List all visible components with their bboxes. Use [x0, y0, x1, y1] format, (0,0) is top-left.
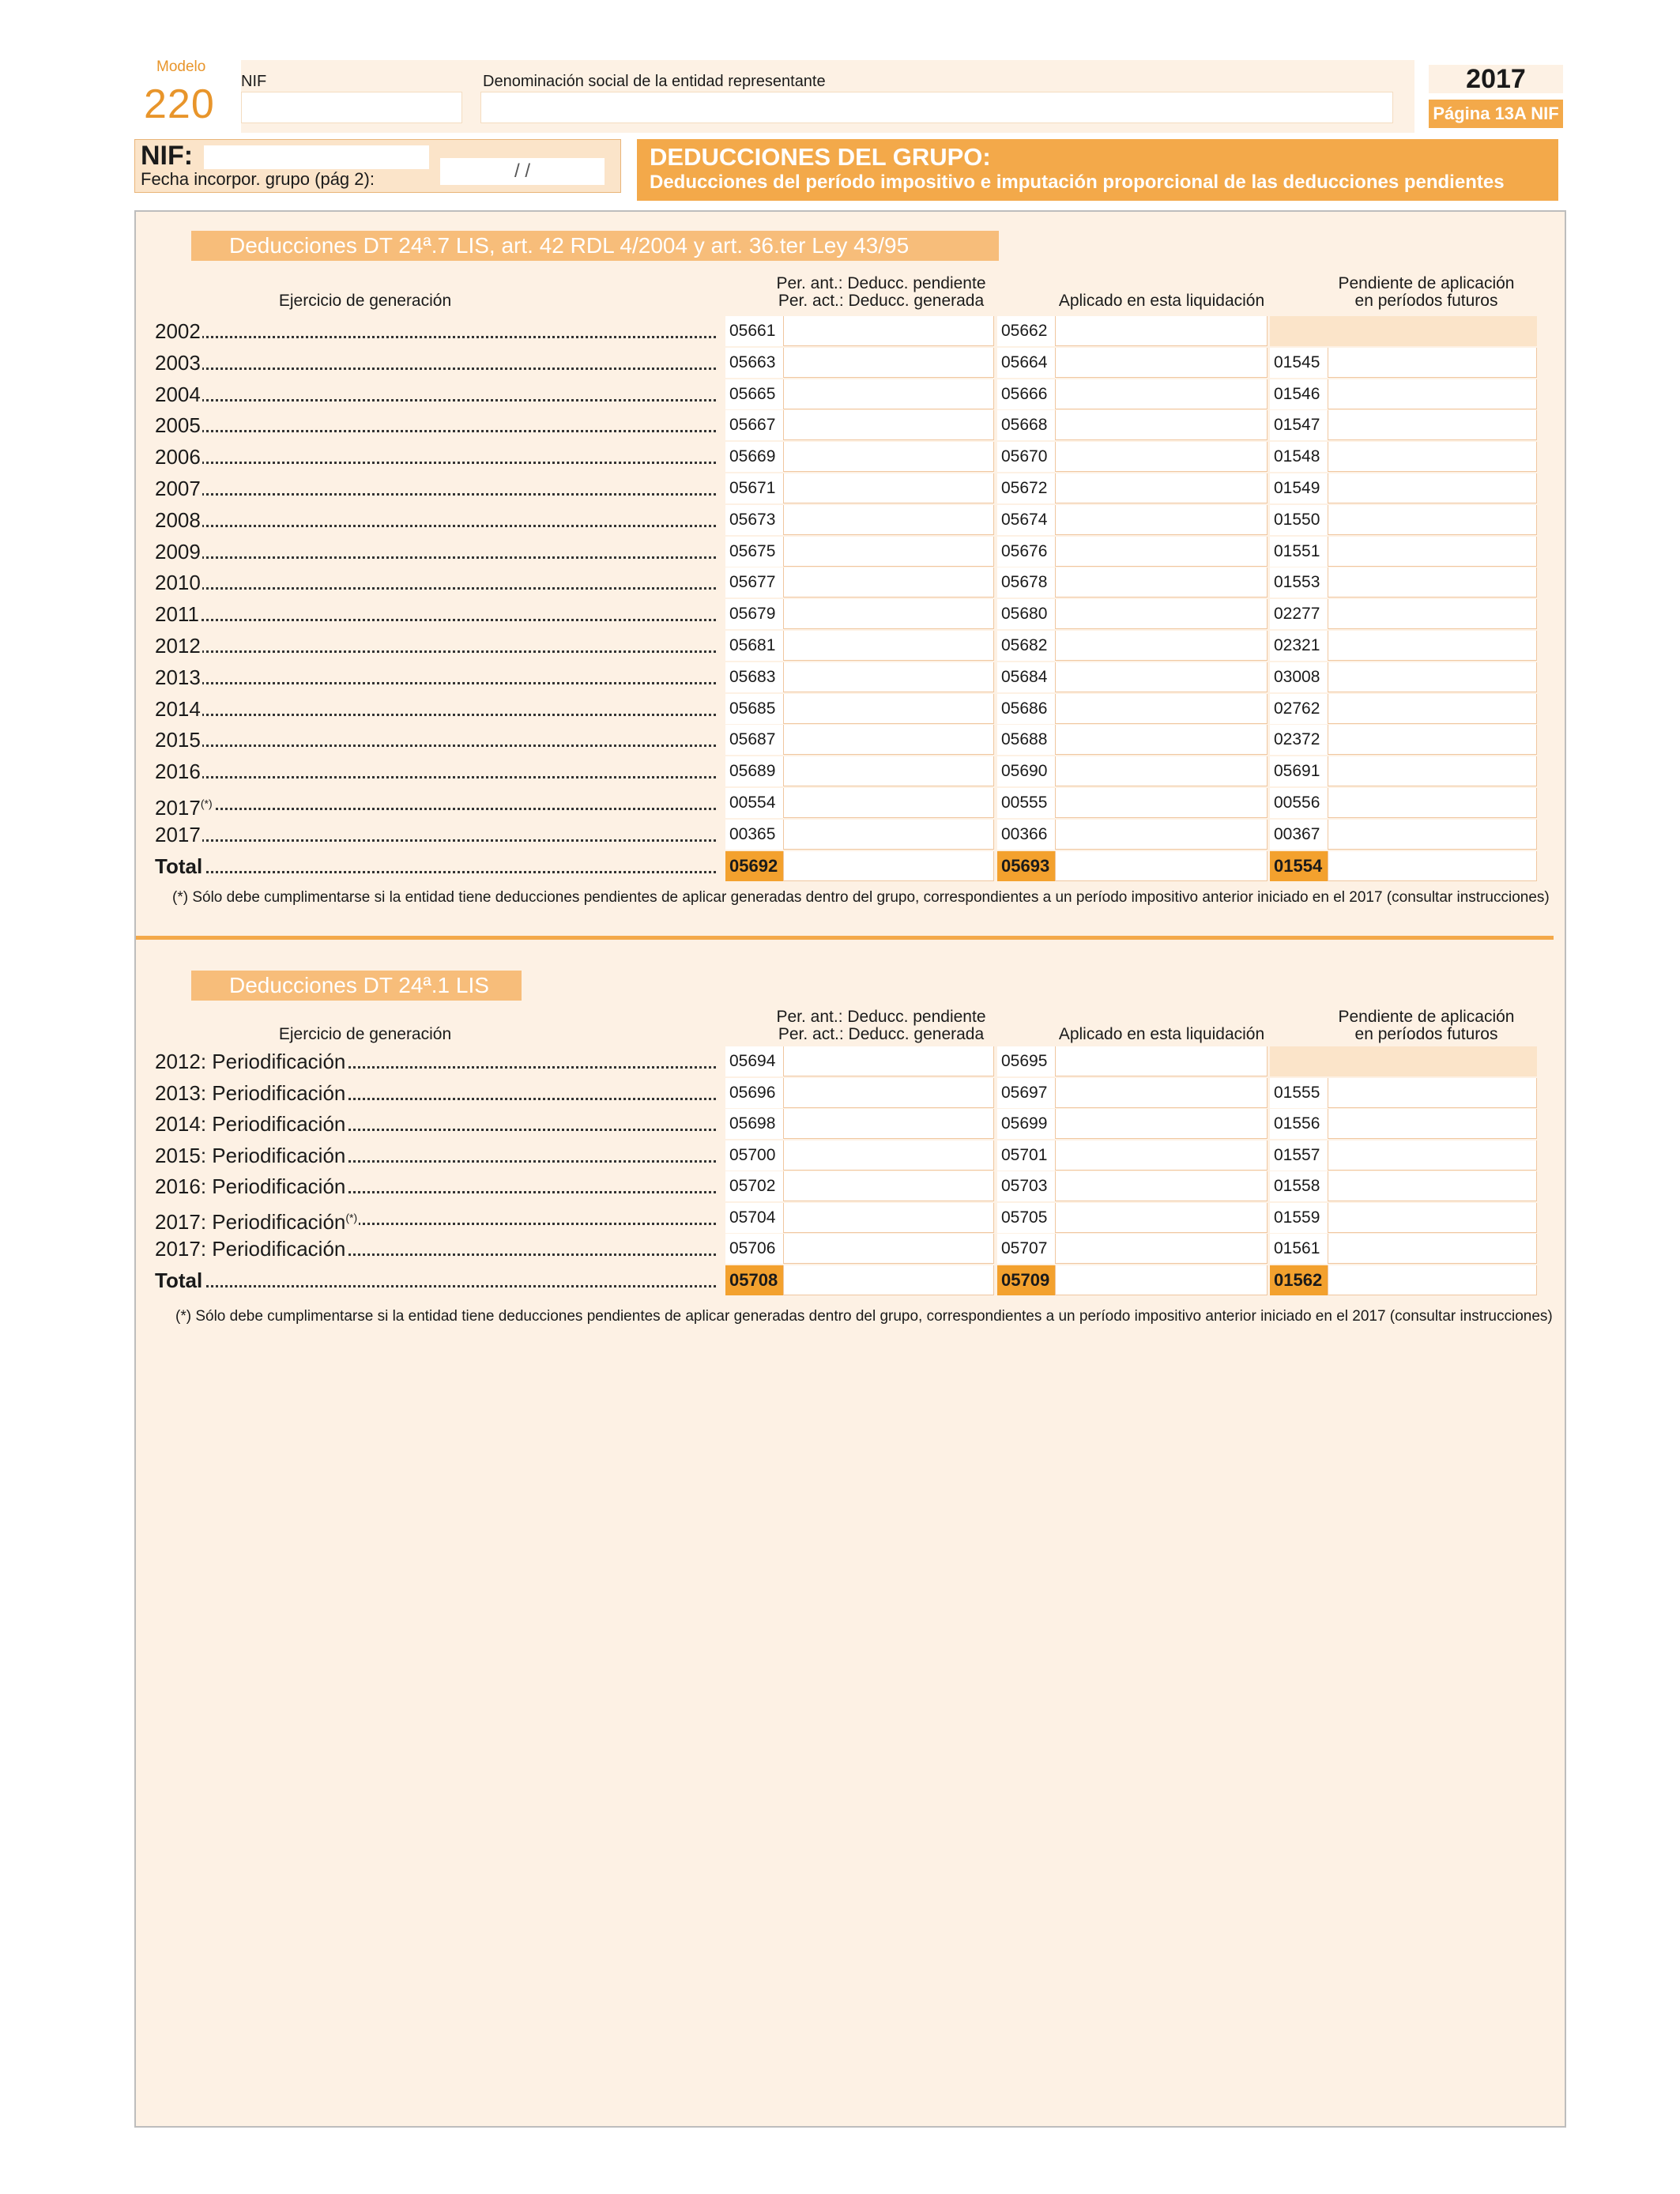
- col-per-line1: Per. ant.: Deducc. pendiente: [776, 274, 986, 292]
- box-code: 05702: [725, 1171, 784, 1201]
- total-row-label: [155, 851, 716, 881]
- amount-field[interactable]: [997, 537, 1268, 567]
- amount-field[interactable]: [997, 1171, 1268, 1201]
- leader-dots: [155, 839, 716, 842]
- row-label-value: 2007: [155, 477, 201, 500]
- row-label-text: [155, 728, 202, 752]
- amount-field[interactable]: [1270, 694, 1537, 724]
- row-label-text: [155, 508, 202, 532]
- box-code: 01556: [1270, 1109, 1328, 1139]
- row-label-text: [155, 602, 201, 626]
- box-code: 01553: [1270, 567, 1328, 598]
- amount-field[interactable]: [725, 379, 994, 409]
- modelo-number: 220: [144, 81, 215, 127]
- col2-aplicado-header: Aplicado en esta liquidación: [1058, 1025, 1265, 1043]
- amount-field[interactable]: [725, 567, 994, 598]
- amount-field[interactable]: [725, 820, 994, 850]
- total-box-code: 05692: [725, 851, 784, 881]
- amount-field[interactable]: [1270, 410, 1537, 440]
- row-label-value: 2003: [155, 350, 201, 375]
- leader-dots: [155, 462, 716, 464]
- amount-field[interactable]: [1270, 1171, 1537, 1201]
- box-code: 05706: [725, 1234, 784, 1264]
- box-code: 01548: [1270, 442, 1328, 472]
- section1-footnote: (*) Sólo debe cumplimentarse si la entidad tiene deducciones pendientes de aplicar generadas dentro del grupo, correspondientes a un período impositivo anterior iniciado en el 2017 (consultar instrucciones): [172, 889, 1550, 906]
- page-subtitle: Deducciones del período impositivo e imputación proporcional de las deducciones pendientes: [650, 172, 1505, 193]
- box-code: 05665: [725, 379, 784, 409]
- denominacion-label: Denominación social de la entidad representante: [483, 73, 826, 90]
- fecha-input[interactable]: / /: [440, 158, 605, 185]
- leader-dots: [155, 399, 716, 401]
- row-label-text: [155, 319, 202, 343]
- amount-field[interactable]: [997, 1046, 1268, 1076]
- row-label: [155, 410, 716, 440]
- box-code: 05690: [997, 756, 1056, 786]
- box-code: 05674: [997, 505, 1056, 535]
- amount-field[interactable]: [725, 851, 994, 881]
- row-label-text: [155, 665, 202, 689]
- box-code: 05704: [725, 1203, 784, 1233]
- box-code: 00554: [725, 788, 784, 818]
- row-label: [155, 1234, 716, 1264]
- row-label-value: 2005: [155, 413, 201, 438]
- row-label: [155, 820, 716, 850]
- row-label-value: 2015: Periodificación: [155, 1143, 346, 1167]
- box-code: 00365: [725, 820, 784, 850]
- row-label: [155, 567, 716, 598]
- page-label: Página 13A NIF: [1429, 100, 1563, 128]
- leader-dots: [155, 336, 716, 338]
- box-code: 05670: [997, 442, 1056, 472]
- leader-dots: [155, 587, 716, 590]
- box-code: 05698: [725, 1109, 784, 1139]
- box-code: 00367: [1270, 820, 1328, 850]
- row-label-value: 2017: Periodificación: [155, 1237, 346, 1261]
- row-label: [155, 788, 716, 818]
- leader-dots: [155, 714, 716, 716]
- row-label-text: [155, 1237, 347, 1261]
- box-code: 01555: [1270, 1078, 1328, 1108]
- section2-footnote: (*) Sólo debe cumplimentarse si la entidad tiene deducciones pendientes de aplicar generadas dentro del grupo, correspondientes a un período impositivo anterior iniciado en el 2017 (consultar instrucciones): [175, 1308, 1553, 1325]
- col2-pendiente-line2: en períodos futuros: [1354, 1025, 1498, 1043]
- row-label: [155, 1203, 716, 1233]
- amount-field[interactable]: [997, 379, 1268, 409]
- amount-field[interactable]: [997, 316, 1268, 346]
- amount-field[interactable]: [1270, 599, 1537, 629]
- box-code: 05673: [725, 505, 784, 535]
- box-code: 05679: [725, 599, 784, 629]
- page-title: DEDUCCIONES DEL GRUPO:: [650, 143, 991, 171]
- col-pendiente-line1: Pendiente de aplicación: [1338, 274, 1515, 292]
- row-label: [155, 1078, 716, 1108]
- amount-field[interactable]: [1270, 1140, 1537, 1171]
- leader-dots: [155, 525, 716, 527]
- leader-dots: [155, 682, 716, 684]
- nif-label: NIF: [241, 73, 267, 90]
- row-label: [155, 599, 716, 629]
- box-code: 00556: [1270, 788, 1328, 818]
- box-code: 01557: [1270, 1140, 1328, 1171]
- leader-dots: [155, 430, 716, 432]
- row-label-value: 2002: [155, 319, 201, 343]
- box-code: 01549: [1270, 473, 1328, 503]
- row-label: [155, 756, 716, 786]
- row-label-value: 2017: [155, 795, 201, 818]
- blank-cell: [1270, 1046, 1537, 1076]
- box-code: 05691: [1270, 756, 1328, 786]
- amount-field[interactable]: [997, 599, 1268, 629]
- amount-field[interactable]: [1270, 473, 1537, 503]
- row-label-text: [155, 1144, 347, 1167]
- row-label-text: [155, 1050, 347, 1073]
- section2-title: Deducciones DT 24ª.1 LIS: [191, 971, 522, 1001]
- col2-per-header: [723, 1008, 1039, 1043]
- row-label-value: 2014: Periodificación: [155, 1112, 346, 1136]
- row-label-value: 2013: [155, 665, 201, 689]
- box-code: 05707: [997, 1234, 1056, 1264]
- row-label-text: [155, 854, 204, 878]
- amount-field[interactable]: [1270, 756, 1537, 786]
- nif-block-label: NIF:: [141, 141, 194, 171]
- amount-field[interactable]: [997, 1109, 1268, 1139]
- amount-field[interactable]: [1270, 1265, 1537, 1295]
- amount-field[interactable]: [997, 694, 1268, 724]
- row-label-text: [155, 1112, 347, 1136]
- row-label-value: 2004: [155, 382, 201, 406]
- amount-field[interactable]: [997, 725, 1268, 755]
- amount-field[interactable]: [1270, 1078, 1537, 1108]
- amount-field[interactable]: [997, 1078, 1268, 1108]
- box-code: 05666: [997, 379, 1056, 409]
- amount-field[interactable]: [725, 1046, 994, 1076]
- row-label-value: 2014: [155, 696, 201, 721]
- box-code: 05687: [725, 725, 784, 755]
- nif-block-input[interactable]: [204, 145, 429, 169]
- amount-field[interactable]: [997, 1140, 1268, 1171]
- box-code: 05676: [997, 537, 1056, 567]
- box-code: 05677: [725, 567, 784, 598]
- row-label-value: 2012: Periodificación: [155, 1050, 346, 1073]
- total-box-code: 05693: [997, 851, 1056, 881]
- box-code: 02762: [1270, 694, 1328, 724]
- row-label-value: 2006: [155, 445, 201, 469]
- col-per-header: [723, 275, 1039, 310]
- box-code: 02321: [1270, 631, 1328, 661]
- total-box-code: 05709: [997, 1265, 1056, 1295]
- amount-field[interactable]: [725, 1109, 994, 1139]
- box-code: 05682: [997, 631, 1056, 661]
- box-code: 05700: [725, 1140, 784, 1171]
- box-code: 05688: [997, 725, 1056, 755]
- total-box-code: 05708: [725, 1265, 784, 1295]
- box-code: 01558: [1270, 1171, 1328, 1201]
- box-code: 01546: [1270, 379, 1328, 409]
- row-label: [155, 1140, 716, 1171]
- amount-field[interactable]: [1270, 851, 1537, 881]
- leader-dots: [155, 368, 716, 370]
- amount-field[interactable]: [997, 505, 1268, 535]
- col2-pendiente-header: [1296, 1008, 1557, 1043]
- amount-field[interactable]: [997, 756, 1268, 786]
- box-code: 03008: [1270, 662, 1328, 692]
- row-label: [155, 1109, 716, 1139]
- row-label: [155, 505, 716, 535]
- blank-cell: [1270, 316, 1537, 346]
- box-code: 01545: [1270, 348, 1328, 378]
- row-label: [155, 442, 716, 472]
- row-label: [155, 1171, 716, 1201]
- box-code: 05671: [725, 473, 784, 503]
- col2-per-line1: Per. ant.: Deducc. pendiente: [776, 1008, 986, 1026]
- amount-field[interactable]: [725, 725, 994, 755]
- box-code: 05686: [997, 694, 1056, 724]
- row-label-text: [155, 477, 202, 500]
- amount-field[interactable]: [997, 631, 1268, 661]
- leader-dots: [155, 619, 716, 621]
- amount-field[interactable]: [997, 442, 1268, 472]
- row-label-text: [155, 1210, 359, 1232]
- box-code: 05668: [997, 410, 1056, 440]
- row-label-text: [155, 383, 202, 406]
- nif-input[interactable]: [241, 92, 462, 123]
- row-label: [155, 1046, 716, 1076]
- footnote-marker: (*): [200, 797, 213, 809]
- row-label-value: Total: [155, 854, 203, 878]
- box-code: 01559: [1270, 1203, 1328, 1233]
- amount-field[interactable]: [997, 820, 1268, 850]
- box-code: 05675: [725, 537, 784, 567]
- row-label: [155, 316, 716, 346]
- row-label-text: [155, 823, 202, 846]
- col2-pendiente-line1: Pendiente de aplicación: [1338, 1008, 1515, 1026]
- box-code: 05664: [997, 348, 1056, 378]
- amount-field[interactable]: [997, 410, 1268, 440]
- leader-dots: [155, 871, 716, 873]
- row-label-text: [155, 1174, 347, 1198]
- denominacion-input[interactable]: [480, 92, 1393, 123]
- amount-field[interactable]: [997, 348, 1268, 378]
- row-label: [155, 662, 716, 692]
- amount-field[interactable]: [725, 631, 994, 661]
- box-code: 05685: [725, 694, 784, 724]
- amount-field[interactable]: [1270, 1109, 1537, 1139]
- row-label: [155, 348, 716, 378]
- row-label-value: Total: [155, 1268, 203, 1292]
- box-code: 05694: [725, 1046, 784, 1076]
- box-code: 02372: [1270, 725, 1328, 755]
- col-aplicado-header: Aplicado en esta liquidación: [1058, 292, 1265, 310]
- box-code: 05667: [725, 410, 784, 440]
- leader-dots: [155, 776, 716, 778]
- leader-dots: [155, 556, 716, 559]
- row-label-value: 2010: [155, 571, 201, 595]
- col-per-line2: Per. act.: Deducc. generada: [778, 292, 985, 310]
- col2-per-line2: Per. act.: Deducc. generada: [778, 1025, 985, 1043]
- box-code: 00555: [997, 788, 1056, 818]
- box-code: 05701: [997, 1140, 1056, 1171]
- row-label-text: [155, 351, 202, 375]
- amount-field[interactable]: [725, 599, 994, 629]
- row-label-text: [155, 760, 202, 783]
- amount-field[interactable]: [1270, 442, 1537, 472]
- box-code: 01550: [1270, 505, 1328, 535]
- row-label-value: 2015: [155, 728, 201, 752]
- total-box-code: 01562: [1270, 1265, 1328, 1295]
- box-code: 05703: [997, 1171, 1056, 1201]
- leader-dots: [155, 745, 716, 747]
- row-label-value: 2017: Periodificación: [155, 1210, 346, 1233]
- col-pendiente-line2: en períodos futuros: [1354, 292, 1498, 310]
- amount-field[interactable]: [997, 1265, 1268, 1295]
- box-code: 01547: [1270, 410, 1328, 440]
- box-code: 05697: [997, 1078, 1056, 1108]
- amount-field[interactable]: [725, 788, 994, 818]
- box-code: 00366: [997, 820, 1056, 850]
- box-code: 05696: [725, 1078, 784, 1108]
- box-code: 05672: [997, 473, 1056, 503]
- amount-field[interactable]: [1270, 567, 1537, 598]
- row-label-text: [155, 571, 202, 594]
- box-code: 05699: [997, 1109, 1056, 1139]
- amount-field[interactable]: [997, 473, 1268, 503]
- amount-field[interactable]: [725, 662, 994, 692]
- amount-field[interactable]: [725, 410, 994, 440]
- box-code: 01561: [1270, 1234, 1328, 1264]
- amount-field[interactable]: [1270, 725, 1537, 755]
- row-label-text: [155, 1269, 204, 1292]
- amount-field[interactable]: [1270, 820, 1537, 850]
- row-label: [155, 725, 716, 755]
- amount-field[interactable]: [1270, 505, 1537, 535]
- row-label-value: 2009: [155, 539, 201, 564]
- section1-title: Deducciones DT 24ª.7 LIS, art. 42 RDL 4/2004 y art. 36.ter Ley 43/95: [191, 231, 999, 261]
- row-label: [155, 537, 716, 567]
- amount-field[interactable]: [997, 662, 1268, 692]
- row-label-value: 2011: [155, 602, 199, 627]
- box-code: 05678: [997, 567, 1056, 598]
- amount-field[interactable]: [725, 473, 994, 503]
- amount-field[interactable]: [725, 694, 994, 724]
- row-label-text: [155, 413, 202, 437]
- row-label-value: 2017: [155, 822, 201, 846]
- row-label-text: [155, 1081, 347, 1105]
- section-title-box: [637, 139, 1558, 201]
- row-label-value: 2012: [155, 634, 201, 658]
- row-label: [155, 694, 716, 724]
- section-divider: [136, 936, 1554, 940]
- leader-dots: [155, 650, 716, 653]
- box-code: 05683: [725, 662, 784, 692]
- row-label: [155, 631, 716, 661]
- box-code: 05661: [725, 316, 784, 346]
- amount-field[interactable]: [1270, 1203, 1537, 1233]
- box-code: 05684: [997, 662, 1056, 692]
- col-pendiente-header: [1296, 275, 1557, 310]
- box-code: 05669: [725, 442, 784, 472]
- year-badge: 2017: [1429, 65, 1563, 93]
- row-label-value: 2008: [155, 507, 201, 532]
- total-row-label: [155, 1265, 716, 1295]
- amount-field[interactable]: [725, 1265, 994, 1295]
- amount-field[interactable]: [997, 851, 1268, 881]
- row-label-value: 2013: Periodificación: [155, 1080, 346, 1105]
- leader-dots: [155, 808, 716, 810]
- leader-dots: [155, 1285, 716, 1287]
- amount-field[interactable]: [1270, 348, 1537, 378]
- row-label-text: [155, 540, 202, 564]
- amount-field[interactable]: [725, 1140, 994, 1171]
- row-label: [155, 473, 716, 503]
- amount-field[interactable]: [725, 1078, 994, 1108]
- row-label-value: 2016: Periodificación: [155, 1174, 346, 1198]
- row-label-text: [155, 697, 202, 721]
- amount-field[interactable]: [997, 1203, 1268, 1233]
- row-label-text: [155, 634, 202, 658]
- row-label: [155, 379, 716, 409]
- total-box-code: 01554: [1270, 851, 1328, 881]
- amount-field[interactable]: [725, 1171, 994, 1201]
- row-label-text: [155, 796, 214, 818]
- amount-field[interactable]: [725, 1234, 994, 1264]
- box-code: 01551: [1270, 537, 1328, 567]
- amount-field[interactable]: [1270, 537, 1537, 567]
- box-code: 05695: [997, 1046, 1056, 1076]
- col2-ejercicio-header: Ejercicio de generación: [278, 1025, 452, 1043]
- amount-field[interactable]: [1270, 662, 1537, 692]
- box-code: 05689: [725, 756, 784, 786]
- row-label-value: 2016: [155, 760, 201, 784]
- amount-field[interactable]: [725, 442, 994, 472]
- amount-field[interactable]: [997, 567, 1268, 598]
- box-code: 05662: [997, 316, 1056, 346]
- fecha-label: Fecha incorpor. grupo (pág 2):: [141, 169, 375, 189]
- amount-field[interactable]: [997, 1234, 1268, 1264]
- modelo-label: Modelo: [156, 58, 206, 75]
- amount-field[interactable]: [1270, 631, 1537, 661]
- amount-field[interactable]: [1270, 379, 1537, 409]
- box-code: 05705: [997, 1203, 1056, 1233]
- amount-field[interactable]: [725, 348, 994, 378]
- box-code: 02277: [1270, 599, 1328, 629]
- amount-field[interactable]: [725, 537, 994, 567]
- amount-field[interactable]: [1270, 1234, 1537, 1264]
- box-code: 05681: [725, 631, 784, 661]
- box-code: 05663: [725, 348, 784, 378]
- amount-field[interactable]: [725, 1203, 994, 1233]
- box-code: 05680: [997, 599, 1056, 629]
- amount-field[interactable]: [997, 788, 1268, 818]
- amount-field[interactable]: [725, 505, 994, 535]
- amount-field[interactable]: [725, 316, 994, 346]
- footnote-marker: (*): [345, 1211, 358, 1224]
- amount-field[interactable]: [725, 756, 994, 786]
- row-label-text: [155, 445, 202, 469]
- leader-dots: [155, 493, 716, 496]
- col-ejercicio-header: Ejercicio de generación: [278, 292, 452, 310]
- amount-field[interactable]: [1270, 788, 1537, 818]
